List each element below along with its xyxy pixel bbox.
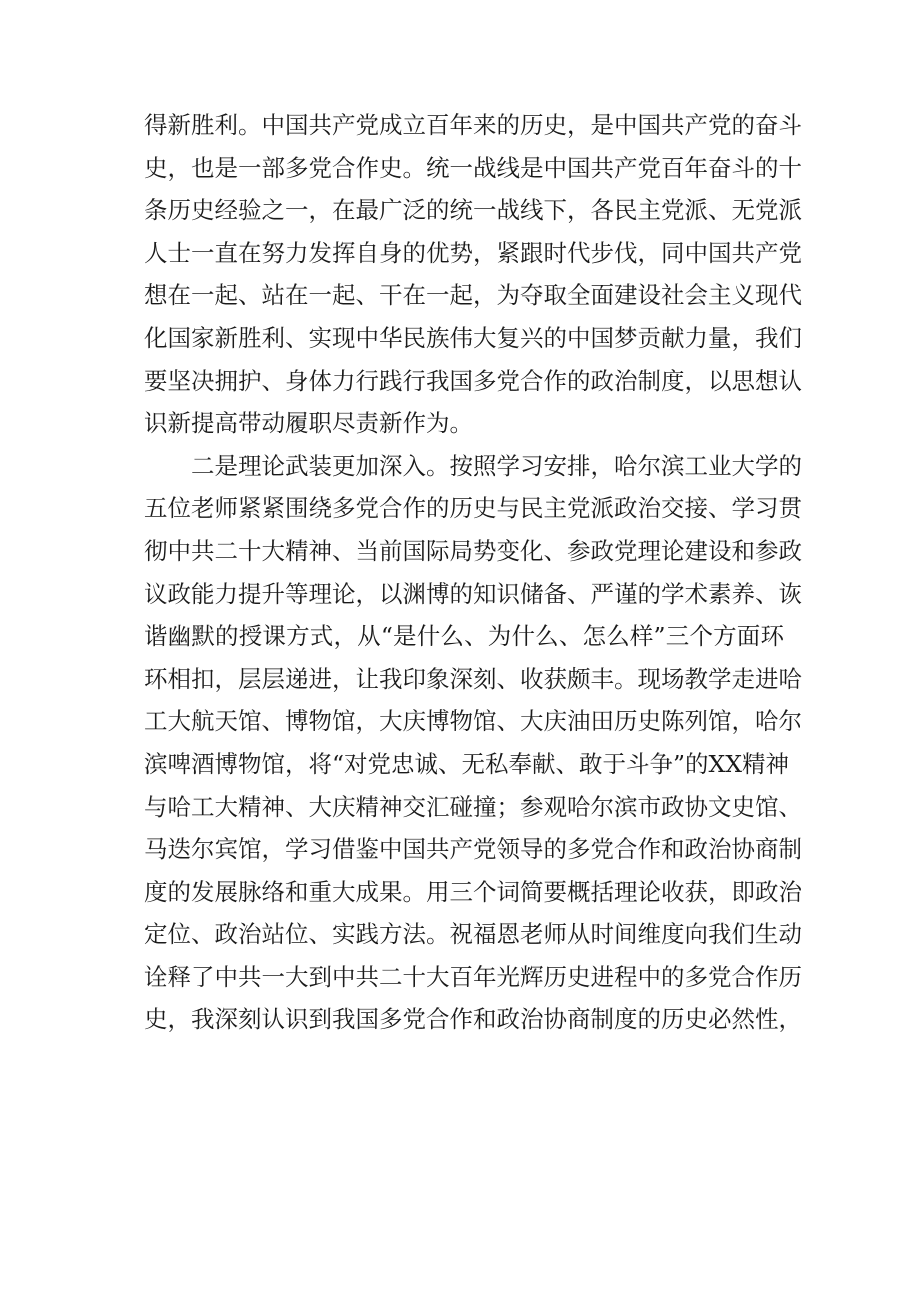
text-line: 议政能力提升等理论，以渊博的知识储备、严谨的学术素养、诙 xyxy=(144,579,802,608)
text-line: 工大航天馆、博物馆，大庆博物馆、大庆油田历史陈列馆，哈尔 xyxy=(144,707,802,736)
text-line: 化国家新胜利、实现中华民族伟大复兴的中国梦贡献力量，我们 xyxy=(144,323,802,352)
text-line: 人士一直在努力发挥自身的优势，紧跟时代步伐，同中国共产党 xyxy=(144,238,802,267)
text-line: 滨啤酒博物馆，将“对党忠诚、无私奉献、敢于斗争”的XX精神 xyxy=(144,749,789,778)
text-line: 彻中共二十大精神、当前国际局势变化、参政党理论建设和参政 xyxy=(144,536,802,565)
text-line: 马迭尔宾馆，学习借鉴中国共产党领导的多党合作和政治协商制 xyxy=(144,835,802,864)
paragraph-end-line: 识新提高带动履职尽责新作为。 xyxy=(144,409,473,438)
text-line: 谐幽默的授课方式，从“是什么、为什么、怎么样”三个方面环 xyxy=(144,622,784,651)
text-line: 要坚决拥护、身体力行践行我国多党合作的政治制度，以思想认 xyxy=(144,366,802,395)
text-line: 想在一起、站在一起、干在一起，为夺取全面建设社会主义现代 xyxy=(144,281,802,310)
text-line: 史，我深刻认识到我国多党合作和政治协商制度的历史必然性， xyxy=(144,1005,802,1034)
text-line: 定位、政治站位、实践方法。祝福恩老师从时间维度向我们生动 xyxy=(144,920,802,949)
text-line: 史，也是一部多党合作史。统一战线是中国共产党百年奋斗的十 xyxy=(144,153,802,182)
text-line: 五位老师紧紧围绕多党合作的历史与民主党派政治交接、学习贯 xyxy=(144,494,802,523)
text-line: 得新胜利。中国共产党成立百年来的历史，是中国共产党的奋斗 xyxy=(144,111,802,139)
text-line: 度的发展脉络和重大成果。用三个词简要概括理论收获，即政治 xyxy=(144,877,802,906)
text-line: 环相扣，层层递进，让我印象深刻、收获颇丰。现场教学走进哈 xyxy=(144,664,802,693)
body-text xyxy=(144,104,802,1041)
text-line: 与哈工大精神、大庆精神交汇碰撞；参观哈尔滨市政协文史馆、 xyxy=(144,792,802,821)
text-line: 诠释了中共一大到中共二十大百年光辉历史进程中的多党合作历 xyxy=(144,962,802,991)
text-line: 条历史经验之一，在最广泛的统一战线下，各民主党派、无党派 xyxy=(144,196,802,225)
paragraph-start-line: 二是理论武装更加深入。按照学习安排，哈尔滨工业大学的 xyxy=(191,451,802,480)
